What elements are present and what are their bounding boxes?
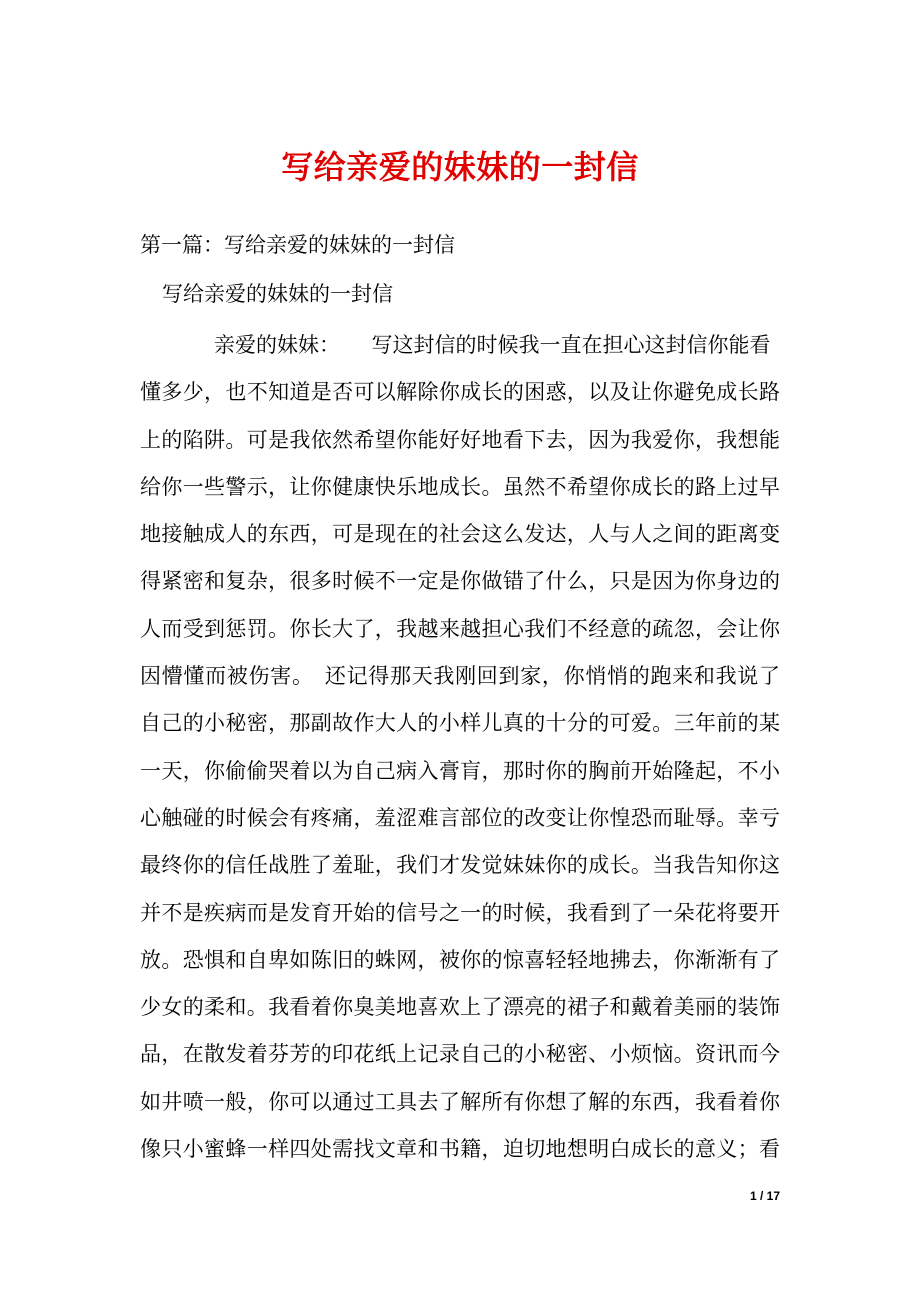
body-line: 如井喷一般，你可以通过工具去了解所有你想了解的东西，我看着你 bbox=[140, 1089, 780, 1114]
body-line: 自己的小秘密，那副故作大人的小样儿真的十分的可爱。三年前的某 bbox=[140, 711, 780, 736]
letter-body bbox=[140, 322, 780, 1173]
document-title: 写给亲爱的妹妹的一封信 bbox=[281, 148, 639, 186]
body-line: 最终你的信任战胜了羞耻，我们才发觉妹妹你的成长。当我告知你这 bbox=[140, 853, 780, 878]
body-line: 亲爱的妹妹： 写这封信的时候我一直在担心这封信你能看 bbox=[214, 333, 771, 357]
body-line: 并不是疾病而是发育开始的信号之一的时候，我看到了一朵花将要开 bbox=[140, 900, 780, 925]
page-number: 1 / 17 bbox=[749, 1189, 780, 1203]
body-line: 一天，你偷偷哭着以为自己病入膏肓，那时你的胸前开始隆起，不小 bbox=[140, 758, 780, 783]
body-line: 得紧密和复杂，很多时候不一定是你做错了什么，只是因为你身边的 bbox=[140, 569, 780, 594]
body-line: 地接触成人的东西，可是现在的社会这么发达，人与人之间的距离变 bbox=[140, 522, 780, 547]
section-heading: 第一篇：写给亲爱的妹妹的一封信 bbox=[140, 233, 455, 257]
body-line: 上的陷阱。可是我依然希望你能好好地看下去，因为我爱你，我想能 bbox=[140, 427, 780, 452]
body-line: 心触碰的时候会有疼痛，羞涩难言部位的改变让你惶恐而耻辱。幸亏 bbox=[140, 805, 780, 830]
letter-title: 写给亲爱的妹妹的一封信 bbox=[162, 282, 393, 306]
body-line: 因懵懂而被伤害。 还记得那天我刚回到家，你悄悄的跑来和我说了 bbox=[140, 664, 780, 689]
body-line: 像只小蜜蜂一样四处需找文章和书籍，迫切地想明白成长的意义；看 bbox=[140, 1137, 780, 1162]
body-line: 少女的柔和。我看着你臭美地喜欢上了漂亮的裙子和戴着美丽的装饰 bbox=[140, 995, 780, 1020]
body-line: 品，在散发着芬芳的印花纸上记录自己的小秘密、小烦恼。资讯而今 bbox=[140, 1042, 780, 1067]
body-line: 人而受到惩罚。你长大了，我越来越担心我们不经意的疏忽，会让你 bbox=[140, 616, 780, 641]
body-line: 给你一些警示，让你健康快乐地成长。虽然不希望你成长的路上过早 bbox=[140, 474, 780, 499]
body-line: 放。恐惧和自卑如陈旧的蛛网，被你的惊喜轻轻地拂去，你渐渐有了 bbox=[140, 947, 780, 972]
body-line: 懂多少，也不知道是否可以解除你成长的困惑，以及让你避免成长路 bbox=[140, 380, 780, 405]
